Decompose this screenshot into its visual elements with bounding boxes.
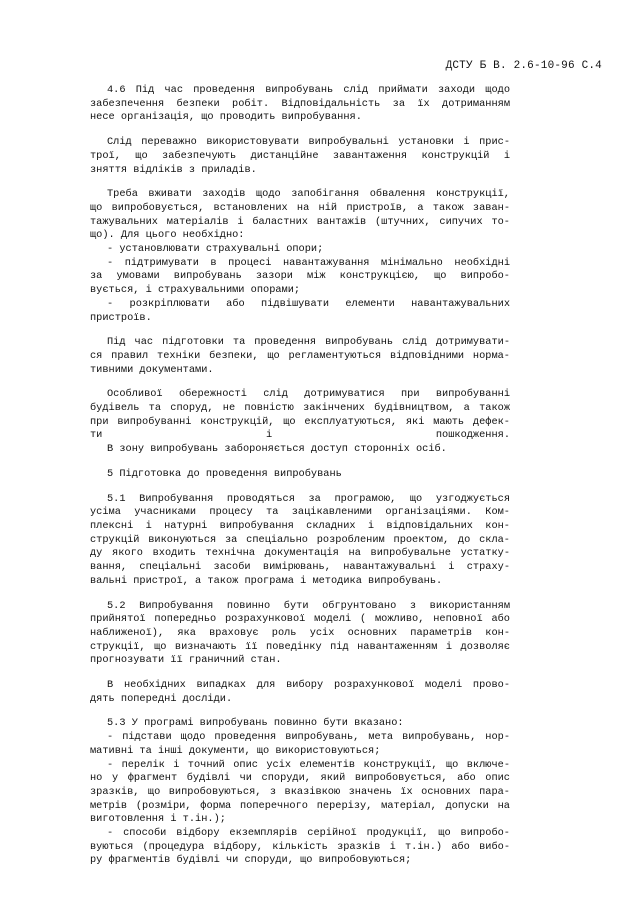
text-line: вується, і страхувальними опорами; bbox=[90, 284, 301, 297]
paragraph bbox=[90, 679, 510, 706]
paragraph bbox=[90, 388, 510, 457]
text-line: струкції, що визначають її поведінку під навантаженням і дозволяє bbox=[90, 640, 510, 653]
text-line: тажувальних матеріалів і баластних вантажів (штучних, сипучих то- bbox=[90, 215, 510, 228]
text-line: що). Для цього необхідно: bbox=[90, 229, 245, 242]
text-line: зняття відліків з приладів. bbox=[90, 163, 257, 176]
text-line: плексні і натурні випробування складних і відповідальних кон- bbox=[90, 519, 510, 532]
paragraph bbox=[90, 336, 510, 377]
text-line: що випробовується, встановлених на ній пристроїв, а також заван- bbox=[90, 201, 510, 214]
text-line: ти і пошкодження. bbox=[90, 429, 510, 442]
text-line: Під час підготовки та проведення випробувань слід дотримувати- bbox=[107, 336, 510, 349]
text-line: струкцій виконуються за спеціально розробленим проектом, до скла- bbox=[90, 533, 510, 546]
paragraph bbox=[90, 84, 510, 125]
paragraph bbox=[90, 188, 510, 325]
text-line: В зону випробувань забороняється доступ сторонніх осіб. bbox=[107, 443, 447, 456]
text-line: за умовами випробувань зазори між конструкцією, що випробо- bbox=[90, 270, 510, 283]
text-line: Особливої обережності слід дотримуватися при випробуванні bbox=[107, 388, 510, 401]
text-line: но у фрагмент будівлі чи споруди, який випробовується, або опис bbox=[90, 772, 510, 785]
text-line: ру фрагментів будівлі чи споруди, що випробовуються; bbox=[90, 854, 412, 867]
text-line: наближеної), яка враховує роль усіх основних параметрів кон- bbox=[90, 626, 510, 639]
text-line: мативні та інші документи, що використовуються; bbox=[90, 744, 381, 757]
text-line: усіма учасниками процесу та зацікавленими організаціями. Ком- bbox=[90, 506, 510, 519]
text-line: 5.1 Випробування проводяться за програмою, що узгоджується bbox=[107, 492, 510, 505]
text-line: - розкріплювати або підвішувати елементи навантажувальних bbox=[107, 297, 510, 310]
text-line: - підстави щодо проведення випробувань, мета випробувань, нор- bbox=[107, 731, 510, 744]
text-line: - способи відбору екземплярів серійної продукції, що випробо- bbox=[107, 827, 510, 840]
document-header-code: ДСТУ Б В. 2.6-10-96 С.4 bbox=[445, 60, 602, 72]
text-line: пристроїв. bbox=[90, 311, 152, 324]
text-line: при випробуванні конструкцій, що експлуатуються, які мають дефек- bbox=[90, 415, 510, 428]
text-line: трої, що забезпечують дистанційне завантаження конструкцій і bbox=[90, 149, 510, 162]
text-line: вальні пристрої, а також програма і методика випробувань. bbox=[90, 574, 443, 587]
text-line: несе організація, що проводить випробування. bbox=[90, 111, 362, 124]
text-line: 5.3 У програмі випробувань повинно бути вказано: bbox=[107, 717, 404, 730]
paragraph bbox=[90, 717, 510, 868]
text-line: зразків, що випробовуються, з вказівкою значень їх основних пара- bbox=[90, 785, 510, 798]
text-line: В необхідних випадках для вибору розрахункової моделі прово- bbox=[107, 679, 510, 692]
text-line: вуються (процедура відбору, кількість зразків і т.ін.) або вибо- bbox=[90, 840, 510, 853]
text-line: ся правил техніки безпеки, що регламентуються відповідними норма- bbox=[90, 349, 510, 362]
text-line: прогнозувати її граничний стан. bbox=[90, 654, 282, 667]
text-line: виготовлення і т.ін.); bbox=[90, 813, 226, 826]
text-line: будівель та споруд, не повністю закінчених будівництвом, а також bbox=[90, 402, 510, 415]
text-line: - установлювати страхувальні опори; bbox=[107, 243, 324, 256]
text-line: Слід переважно використовувати випробувальні установки і прис- bbox=[107, 136, 510, 149]
document-body bbox=[90, 84, 510, 879]
text-line: 4.6 Під час проведення випробувань слід приймати заходи щодо bbox=[107, 84, 510, 96]
text-line: ду якого входить технічна документація на випробувальне устатку- bbox=[90, 547, 510, 560]
text-line: дять попередні досліди. bbox=[90, 692, 233, 705]
text-line: - перелік і точний опис усіх елементів конструкції, що включе- bbox=[107, 758, 510, 771]
text-line: 5.2 Випробування повинно бути обгрунтовано з використанням bbox=[107, 599, 510, 612]
text-line: 5 Підготовка до проведення випробувань bbox=[107, 467, 342, 480]
paragraph bbox=[90, 600, 510, 669]
text-line: тивними документами. bbox=[90, 363, 214, 376]
paragraph bbox=[90, 468, 510, 482]
paragraph bbox=[90, 136, 510, 177]
text-line: метрів (розміри, форма поперечного перерізу, матеріал, допуски на bbox=[90, 799, 510, 812]
text-line: Треба вживати заходів щодо запобігання обвалення конструкції, bbox=[107, 188, 510, 201]
text-line: забезпечення безпеки робіт. Відповідальність за їх дотриманням bbox=[90, 97, 510, 110]
text-line: прийнятої попередньо розрахункової моделі ( можливо, неповної або bbox=[90, 613, 510, 626]
paragraph bbox=[90, 493, 510, 589]
text-line: - підтримувати в процесі навантажування мінімально необхідні bbox=[107, 256, 510, 269]
text-line: вання, спеціальні засоби вимірювань, навантажувальні і страху- bbox=[90, 561, 510, 574]
